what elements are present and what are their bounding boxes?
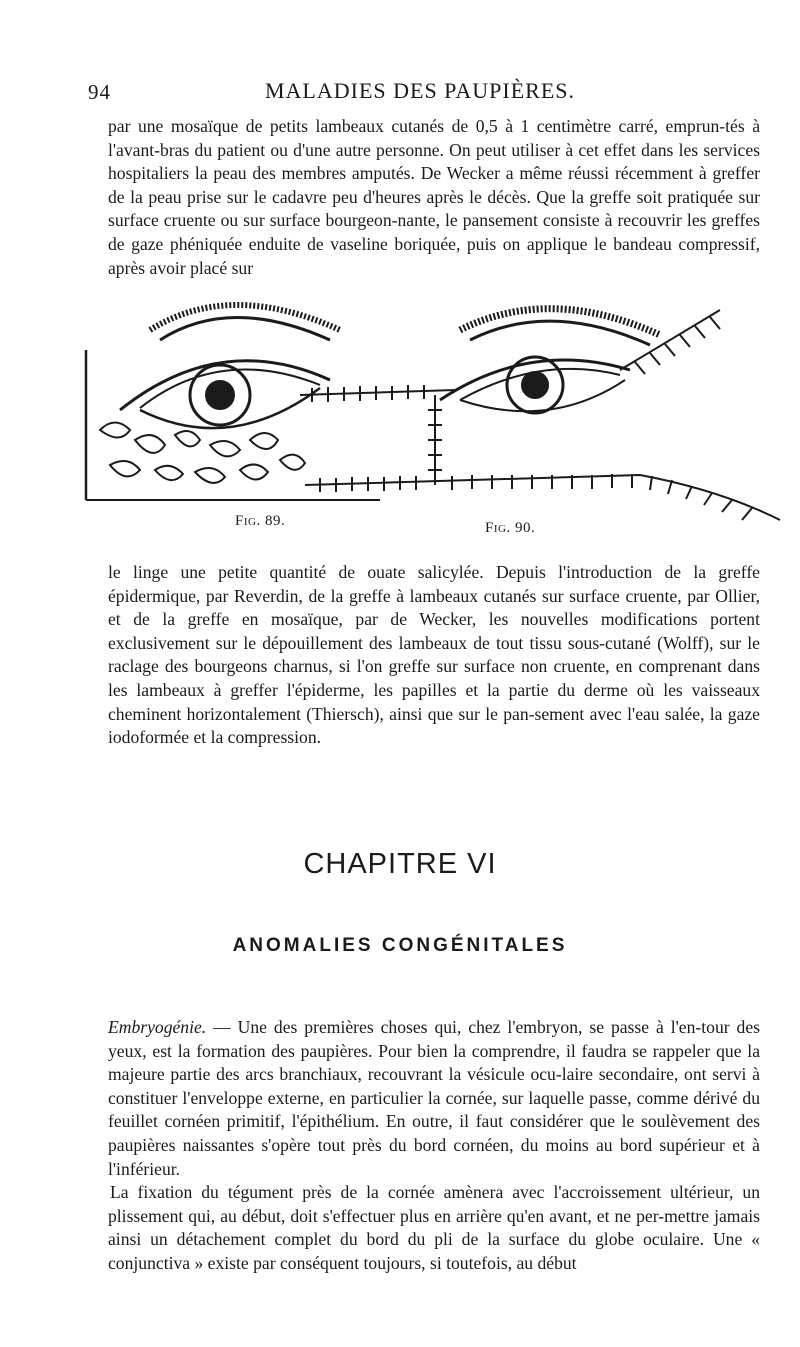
chapter-subtitle: ANOMALIES CONGÉNITALES	[232, 935, 568, 956]
running-title: MALADIES DES PAUPIÈRES.	[264, 78, 576, 103]
figure-90-eye-illustration	[300, 309, 780, 520]
paragraph-embryogenie-body: — Une des premières choses qui, chez l'embryon, se passe à l'en-tour des yeux, est la formation des paupières. Pour bien la comprendre, il faudra se rappeler que la majeure partie des arcs branchiaux, recouvrant la vésicule ocu-laire secondaire, ont servi à constituer l'enveloppe externe, en particulier la cornée, sur laquelle passe, comme dérivé du feuillet cornéen primitif, l'épithélium. En outre, il faut considérer que le soulèvement des paupières naissantes s'opère tout près du bord cornéen, du moins au bord supérieur et à l'inférieur.	[108, 1017, 760, 1179]
paragraph-greffe-history: le linge une petite quantité de ouate salicylée. Depuis l'introduction de la greffe épidermique, par Reverdin, de la greffe à lambeaux cutanés sur surface cruente, par Ollier, et de la greffe en mosaïque, par de Wecker, les nouvelles modifications portent exclusivement sur le dépouillement des lambeaux de tout tissu sous-cutané (Wolff), sur le raclage des bourgeons charnus, si l'on greffe sur surface non cruente, en comprenant dans les lambeaux à greffer l'épiderme, les papilles et la partie du derme où les vaisseaux cheminent horizontalement (Thiersch), ainsi que sur le pan-sement avec l'eau salée, la gaze iodoformée et la compression.	[108, 562, 760, 748]
chapter-title: CHAPITRE VI	[303, 848, 497, 880]
eye-figures	[80, 290, 800, 530]
paragraph-greffe-mosaique: par une mosaïque de petits lambeaux cutanés de 0,5 à 1 centimètre carré, emprun-tés à l'avant-bras du patient ou d'une autre personne. On peut utiliser à cet effet dans les services hospitaliers la peau des membres amputés. De Wecker a même réussi récemment à greffer de la peau prise sur le cadavre peu d'heures après le décès. Que la greffe soit pratiquée sur surface cruente ou sur surface bourgeon-nante, le pansement consiste à recouvrir les greffes de gaze phéniquée enduite de vaseline boriquée, puis on applique le bandeau compressif, après avoir placé sur	[108, 116, 760, 278]
paragraph-embryogenie	[108, 1016, 760, 1181]
figure-90-caption: Fig. 90.	[485, 520, 536, 536]
section-lead-embryogenie: Embryogénie.	[108, 1017, 207, 1037]
running-header	[88, 78, 752, 108]
paragraph-fixation-tegument: La fixation du tégument près de la cornée amènera avec l'accroissement ultérieur, un plissement qui, au début, doit s'effectuer plus en arrière qu'en avant, et ne per-mettre jamais ainsi un détachement complet du bord du pli de la surface du globe oculaire. Une « conjunctiva » existe par conséquent toujours, si toutefois, au début	[108, 1182, 760, 1273]
figure-89-eye-illustration	[86, 305, 380, 500]
page-number: 94	[88, 80, 111, 104]
figure-89-caption: Fig. 89.	[235, 513, 286, 529]
